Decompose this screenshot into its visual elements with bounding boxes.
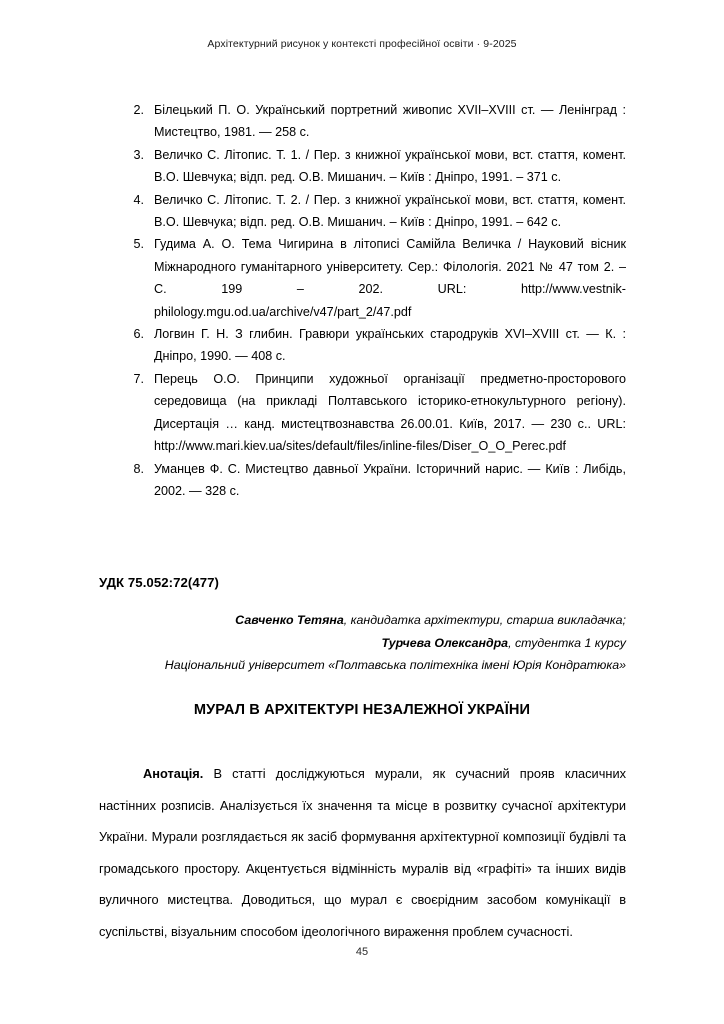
reference-item <box>120 189 626 234</box>
reference-number: 6. <box>133 327 144 342</box>
author-name: Савченко Тетяна <box>235 613 344 627</box>
abstract <box>99 758 626 948</box>
reference-number: 4. <box>133 192 144 207</box>
reference-text: Величко С. Літопис. Т. 1. / Пер. з книжної української мови, вст. стаття, комент. В.О. Шевчука; відп. ред. О.В. Мишанич. – Київ : Дніпро, 1991. – 371 с. <box>154 147 626 185</box>
reference-number: 7. <box>133 371 144 386</box>
reference-number: 2. <box>133 103 144 117</box>
abstract-text: В статті досліджуються мурали, як сучасний прояв класичних настінних розписів. Аналізується їх значення та місце в розвитку сучасної архітектури України. Мурали розглядається як засіб формування архітектурної композиції будівлі та громадського простору. Акцентується відмінність муралів від «графіті» та інших видів вуличного мистецтва. Доводиться, що мурал є своєрідним засобом комунікації в суспільстві, візуальним способом ідеологічного вираження проблем сучасності. <box>99 766 626 939</box>
reference-item <box>120 233 626 323</box>
reference-item <box>120 323 626 368</box>
affiliation-line: Національний університет «Полтавська політехніка імені Юрія Кондратюка» <box>164 658 626 673</box>
running-head: Архітектурний рисунок у контексті професійної освіти · 9-2025 <box>207 38 517 50</box>
author-line <box>99 632 626 655</box>
reference-item <box>120 144 626 189</box>
reference-item <box>120 99 626 144</box>
reference-number: 3. <box>133 147 144 162</box>
author-line <box>99 609 626 632</box>
reference-number: 5. <box>133 237 144 252</box>
reference-list <box>120 99 626 502</box>
page-number: 45 <box>355 946 369 958</box>
reference-text: Величко С. Літопис. Т. 2. / Пер. з книжної української мови, вст. стаття, комент. В.О. Шевчука; відп. ред. О.В. Мишанич. – Київ : Дніпро, 1991. – 642 с. <box>154 192 626 230</box>
reference-text: Білецький П. О. Український портретний живопис XVII–XVIII ст. — Ленінград : Мистецтво, 1981. — 258 с. <box>154 103 626 140</box>
author-details: , студентка 1 курсу <box>508 635 626 650</box>
author-details: , кандидатка архітектури, старша викладачка; <box>343 613 626 627</box>
reference-item <box>120 458 626 503</box>
reference-number: 8. <box>133 461 144 476</box>
article-title: МУРАЛ В АРХІТЕКТУРІ НЕЗАЛЕЖНОЇ УКРАЇНИ <box>193 702 531 718</box>
udc-code: УДК 75.052:72(477) <box>99 575 220 590</box>
author-name: Турчева Олександра <box>381 635 509 650</box>
reference-text: Гудима А. О. Тема Чигирина в літописі Самійла Величка / Науковий вісник Міжнародного гуманітарного університету. Сер.: Філологія. 2021 № 47 том 2. – С. 199 – 202. URL: http://www.vestnik-philology.mgu.od.ua/archive/v47/part_2/47.pdf <box>154 237 626 319</box>
reference-text: Уманцев Ф. С. Мистецтво давньої України. Історичний нарис. — Київ : Либідь, 2002. — 328 с. <box>154 461 626 498</box>
abstract-label: Анотація. <box>143 766 204 781</box>
reference-item <box>120 368 626 458</box>
author-block <box>99 609 626 677</box>
reference-text: Логвин Г. Н. З глибин. Гравюри українських стародруків XVI–XVIII ст. — К. : Дніпро, 1990. — 408 с. <box>154 327 626 364</box>
reference-text: Перець О.О. Принципи художньої організації предметно-просторового середовища (на прикладі Полтавського історико-етнокультурного регіону). Дисертація … канд. мистецтвознавства 26.00.01. Київ, 2017. — 230 с.. URL: http://www.mari.kiev.ua/sites/default/files/inline-files/Diser_O_O_Perec.pdf <box>154 371 626 454</box>
